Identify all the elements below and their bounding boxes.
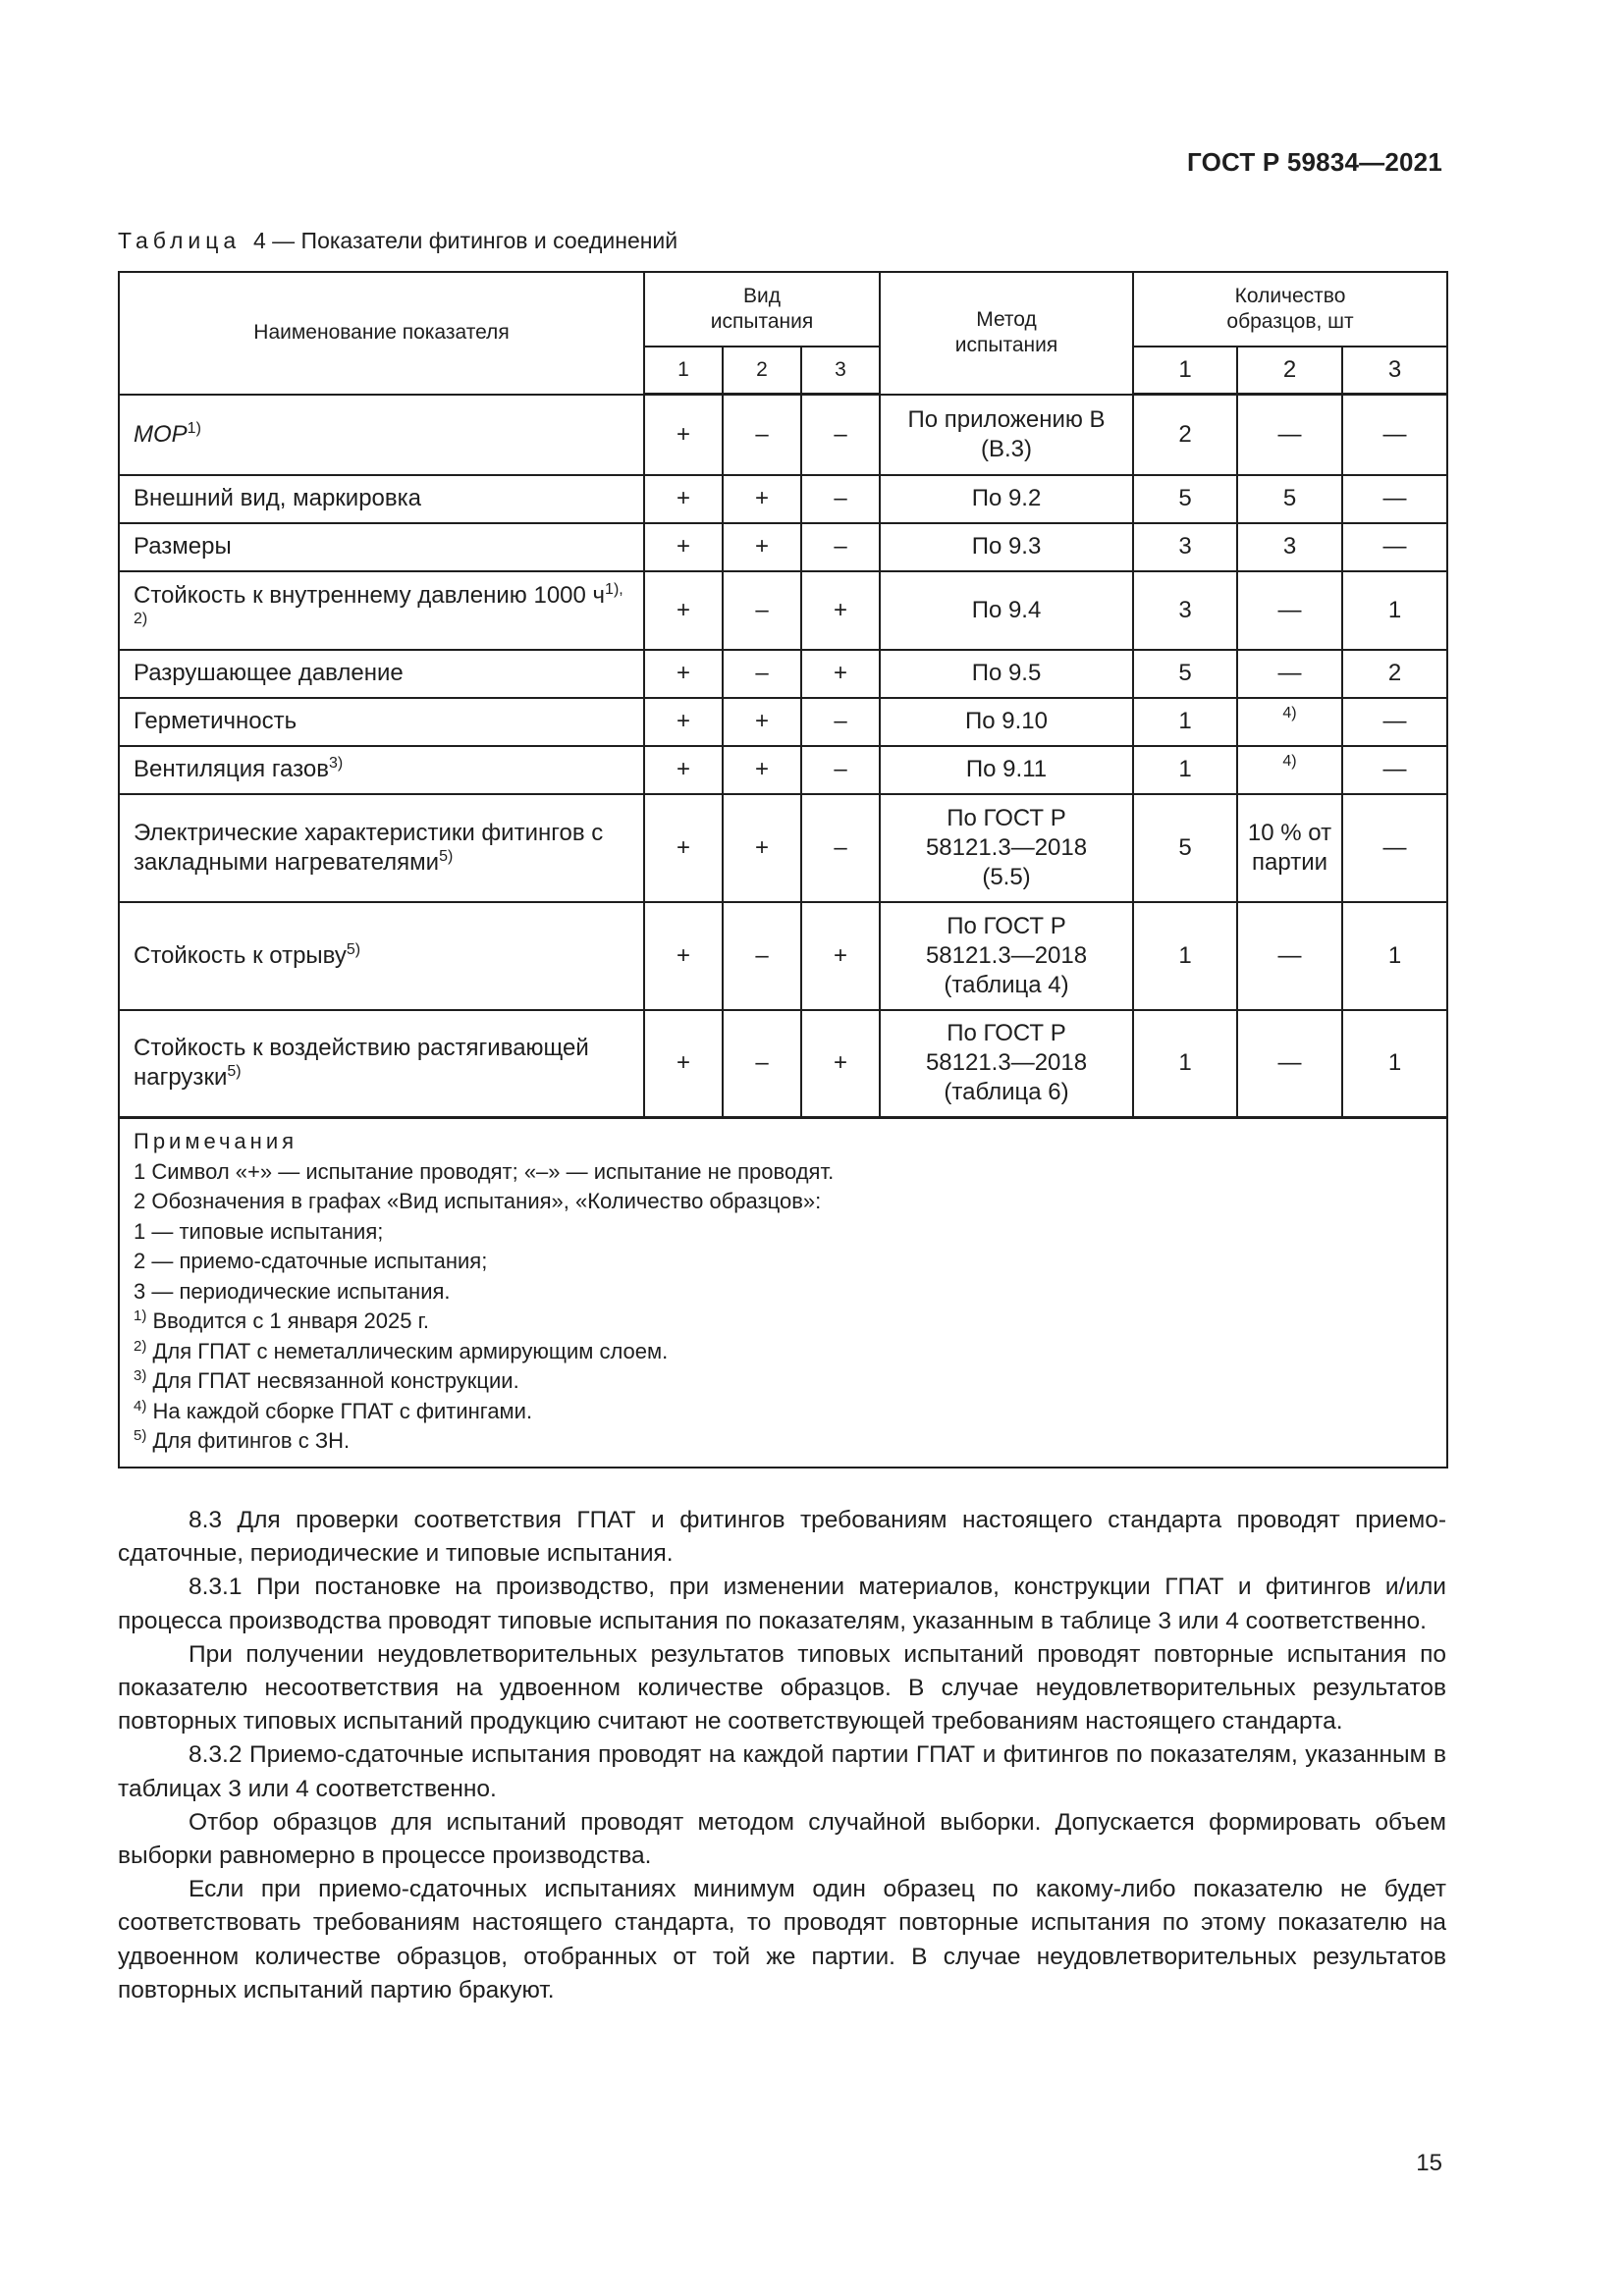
cell-test-3: – [801, 794, 880, 902]
footnote-1 [134, 1307, 1433, 1337]
cell-method: По 9.4 [880, 571, 1133, 650]
table-caption-text: 4 — Показатели фитингов и соединений [252, 228, 678, 253]
cell-test-3: – [801, 475, 880, 523]
row-footnote-mark: 1), 2) [134, 580, 623, 627]
cell-test-2: – [723, 395, 801, 475]
cell-samples-3: — [1342, 475, 1447, 523]
row-name-text: Вентиляция газов [134, 756, 329, 782]
header-test-type-1: 1 [644, 347, 723, 395]
footnote-mark: 5) [134, 1427, 147, 1444]
footnote-mark: 1) [134, 1308, 147, 1324]
row-footnote-mark: 5) [346, 940, 361, 958]
cell-test-2: + [723, 698, 801, 746]
notes-row [119, 1118, 1447, 1468]
row-name [119, 794, 644, 902]
cell-test-2: + [723, 475, 801, 523]
cell-samples-2 [1237, 746, 1342, 794]
paragraph: Если при приемо-сдаточных испытаниях минимум один образец по какому-либо показателю не будет соответствовать требованиям настоящего стандарта, то проводят повторные испытания по этому показателю на удвоенном количестве образцов, отобранных от той же партии. В случае неудовлетворительных результатов повторных испытаний партию бракуют. [118, 1876, 1446, 2003]
paragraph: При получении неудовлетворительных результатов типовых испытаний проводят повторные испытания по показателю несоответствия на удвоенном количестве образцов. В случае неудовлетворительных результатов повторных типовых испытаний продукцию считают не соответствующей требованиям настоящего стандарта. [118, 1640, 1446, 1735]
cell-test-1: + [644, 475, 723, 523]
cell-test-1: + [644, 902, 723, 1010]
paragraph: Отбор образцов для испытаний проводят методом случайной выборки. Допускается формировать объем выборки равномерно в процессе производства. [118, 1808, 1446, 1870]
table-row [119, 650, 1447, 698]
footnote-text: Для ГПАТ с неметаллическим армирующим слоем. [152, 1338, 669, 1363]
row-name [119, 1010, 644, 1118]
cell-test-2: + [723, 794, 801, 902]
row-name-text: MOP [134, 420, 188, 448]
cell-test-3: + [801, 650, 880, 698]
paragraph-8-3-1: 8.3.1 При постановке на производство, при изменении материалов, конструкции ГПАТ и фитингов и/или процесса производства проводят типовые испытания по показателям, указанным в таблице 3 или 4 соответственно. [118, 1574, 1446, 1634]
cell-test-3: + [801, 1010, 880, 1118]
table-row [119, 902, 1447, 1010]
cell-method: По 9.5 [880, 650, 1133, 698]
row-footnote-mark: 5) [439, 847, 454, 865]
header-samples-1: 1 [1133, 347, 1237, 395]
cell-samples-3: 2 [1342, 650, 1447, 698]
footnote-mark: 3) [134, 1367, 147, 1384]
table-row [119, 746, 1447, 794]
row-footnote-mark: 1) [187, 419, 201, 437]
cell-footnote-mark: 4) [1282, 704, 1297, 721]
header-method: Метод испытания [880, 272, 1133, 395]
row-name: Размеры [119, 523, 644, 571]
cell-samples-3: 1 [1342, 571, 1447, 650]
footnote-3 [134, 1366, 1433, 1397]
cell-samples-1: 5 [1133, 794, 1237, 902]
footnote-mark: 4) [134, 1397, 147, 1415]
footnote-text: Для ГПАТ несвязанной конструкции. [152, 1368, 519, 1393]
cell-samples-1: 5 [1133, 475, 1237, 523]
header-samples: Количество образцов, шт [1133, 272, 1447, 347]
cell-test-1: + [644, 794, 723, 902]
cell-test-1: + [644, 571, 723, 650]
cell-test-2: + [723, 523, 801, 571]
cell-test-1: + [644, 746, 723, 794]
row-name [119, 746, 644, 794]
cell-test-2: – [723, 902, 801, 1010]
header-name: Наименование показателя [119, 272, 644, 395]
table-row [119, 698, 1447, 746]
cell-method: По 9.2 [880, 475, 1133, 523]
cell-test-2: – [723, 650, 801, 698]
note-1: 1 Символ «+» — испытание проводят; «–» — испытание не проводят. [134, 1158, 835, 1184]
indicators-table [118, 271, 1448, 1468]
table-row [119, 475, 1447, 523]
cell-samples-3: 1 [1342, 1010, 1447, 1118]
cell-samples-2: — [1237, 1010, 1342, 1118]
cell-samples-1: 2 [1133, 395, 1237, 475]
header-samples-2: 2 [1237, 347, 1342, 395]
cell-samples-2: — [1237, 395, 1342, 475]
table-notes [119, 1118, 1447, 1468]
cell-test-1: + [644, 395, 723, 475]
cell-method: По ГОСТ Р 58121.3—2018 (таблица 4) [880, 902, 1133, 1010]
header-test-type: Вид испытания [644, 272, 880, 347]
cell-test-3: + [801, 902, 880, 1010]
cell-samples-2: — [1237, 902, 1342, 1010]
note-2-item-3: 3 — периодические испытания. [134, 1278, 451, 1304]
note-2: 2 Обозначения в графах «Вид испытания», «Количество образцов»: [134, 1189, 822, 1213]
paragraph-8-3-2: 8.3.2 Приемо-сдаточные испытания проводят на каждой партии ГПАТ и фитингов по показателям, указанным в таблицах 3 или 4 соответственно. [118, 1741, 1446, 1802]
row-name-text: Электрические характеристики фитингов с закладными нагревателями [134, 819, 604, 876]
row-name [119, 395, 644, 475]
header-test-type-2: 2 [723, 347, 801, 395]
table-row [119, 571, 1447, 650]
cell-samples-2: 3 [1237, 523, 1342, 571]
row-name: Герметичность [119, 698, 644, 746]
cell-test-1: + [644, 523, 723, 571]
cell-method: По 9.3 [880, 523, 1133, 571]
row-footnote-mark: 5) [227, 1063, 242, 1081]
note-2-item-2: 2 — приемо-сдаточные испытания; [134, 1249, 488, 1273]
footnote-mark: 2) [134, 1337, 147, 1355]
cell-test-3: – [801, 523, 880, 571]
cell-samples-1: 1 [1133, 902, 1237, 1010]
cell-method: По приложению В (В.3) [880, 395, 1133, 475]
cell-samples-3: — [1342, 698, 1447, 746]
footnote-text: Вводится с 1 января 2025 г. [152, 1308, 430, 1333]
cell-samples-1: 1 [1133, 746, 1237, 794]
row-name-text: Стойкость к воздействию растягивающей нагрузки [134, 1035, 589, 1092]
cell-test-1: + [644, 698, 723, 746]
cell-samples-2: — [1237, 650, 1342, 698]
row-name: Разрушающее давление [119, 650, 644, 698]
cell-test-2: – [723, 1010, 801, 1118]
document-code: ГОСТ Р 59834—2021 [1187, 147, 1442, 177]
table-row [119, 395, 1447, 475]
cell-footnote-mark: 4) [1282, 752, 1297, 770]
cell-samples-1: 1 [1133, 1010, 1237, 1118]
footnote-2 [134, 1337, 1433, 1367]
cell-samples-3: — [1342, 794, 1447, 902]
note-2-item-1: 1 — типовые испытания; [134, 1218, 384, 1244]
footnote-4 [134, 1397, 1433, 1427]
cell-samples-2: — [1237, 571, 1342, 650]
cell-method: По 9.11 [880, 746, 1133, 794]
paragraph-8-3: 8.3 Для проверки соответствия ГПАТ и фитингов требованиям настоящего стандарта проводят приемо-сдаточные, периодические и типовые испытания. [118, 1507, 1446, 1568]
cell-method: По ГОСТ Р 58121.3—2018 (таблица 6) [880, 1010, 1133, 1118]
cell-method: По ГОСТ Р 58121.3—2018 (5.5) [880, 794, 1133, 902]
table-caption-prefix: Таблица [118, 228, 242, 253]
footnote-5 [134, 1426, 1433, 1457]
row-name-text: Стойкость к внутреннему давлению 1000 ч [134, 581, 606, 609]
cell-samples-1: 3 [1133, 571, 1237, 650]
cell-samples-1: 3 [1133, 523, 1237, 571]
row-name-text: Стойкость к отрыву [134, 941, 347, 969]
cell-test-3: – [801, 746, 880, 794]
row-name: Внешний вид, маркировка [119, 475, 644, 523]
header-test-type-3: 3 [801, 347, 880, 395]
table-row [119, 523, 1447, 571]
header-samples-3: 3 [1342, 347, 1447, 395]
row-name [119, 902, 644, 1010]
table-row [119, 794, 1447, 902]
cell-test-2: – [723, 571, 801, 650]
notes-title: Примечания [134, 1129, 298, 1153]
cell-samples-3: — [1342, 746, 1447, 794]
table-caption [118, 228, 677, 254]
cell-test-2: + [723, 746, 801, 794]
cell-method: По 9.10 [880, 698, 1133, 746]
footnote-text: На каждой сборке ГПАТ с фитингами. [152, 1398, 533, 1423]
cell-samples-2 [1237, 698, 1342, 746]
body-text [118, 1504, 1446, 2007]
cell-test-3: – [801, 698, 880, 746]
footnote-text: Для фитингов с ЗН. [152, 1428, 351, 1453]
table-row [119, 1010, 1447, 1118]
cell-samples-3: — [1342, 395, 1447, 475]
page-number: 15 [1416, 2150, 1442, 2176]
cell-test-3: + [801, 571, 880, 650]
cell-samples-1: 1 [1133, 698, 1237, 746]
cell-test-3: – [801, 395, 880, 475]
cell-test-1: + [644, 1010, 723, 1118]
cell-samples-1: 5 [1133, 650, 1237, 698]
cell-samples-3: — [1342, 523, 1447, 571]
row-footnote-mark: 3) [328, 755, 344, 772]
cell-test-1: + [644, 650, 723, 698]
row-name [119, 571, 644, 650]
cell-samples-3: 1 [1342, 902, 1447, 1010]
cell-samples-2: 10 % от партии [1237, 794, 1342, 902]
cell-samples-2: 5 [1237, 475, 1342, 523]
